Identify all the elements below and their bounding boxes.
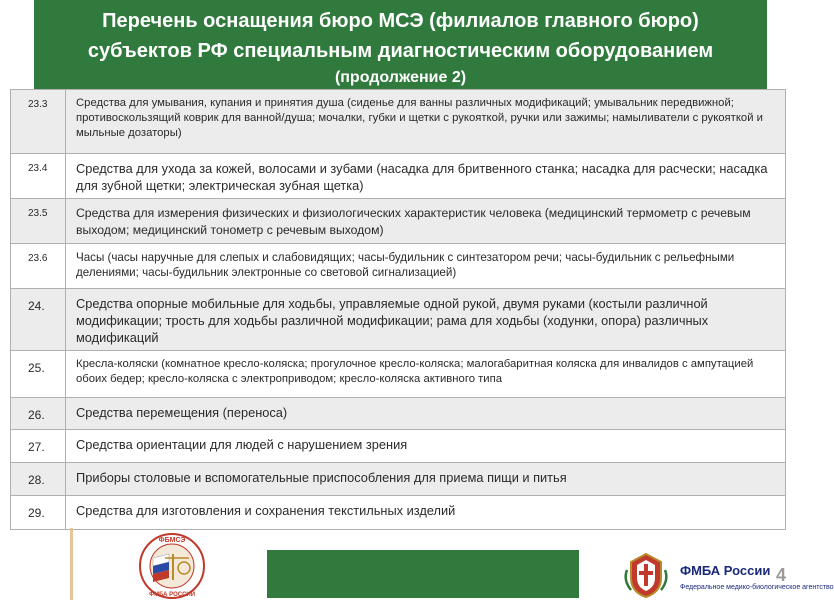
table-row	[11, 496, 786, 530]
row-number: 25.	[11, 351, 66, 398]
svg-text:ФМБА РОССИИ: ФМБА РОССИИ	[148, 592, 196, 598]
row-text: Часы (часы наручные для слепых и слабовидящих; часы-будильник с синтезатором речи; часы-будильник с рельефными делениями; часы-будильник электронные со световой сигнализацией)	[66, 244, 786, 289]
fbmse-logo	[137, 532, 207, 600]
table-row	[11, 398, 786, 430]
row-number: 28.	[11, 463, 66, 496]
header-title-line1: Перечень оснащения бюро МСЭ (филиалов главного бюро)	[102, 10, 699, 32]
table-row	[11, 244, 786, 289]
equipment-table	[10, 89, 786, 530]
row-number: 24.	[11, 289, 66, 351]
table-row	[11, 351, 786, 398]
row-number: 23.5	[11, 199, 66, 244]
row-text: Средства для измерения физических и физиологических характеристик человека (медицинский термометр с речевым выходом; медицинский тонометр с речевым выходом)	[66, 199, 786, 244]
table-row	[11, 154, 786, 199]
table-row	[11, 430, 786, 463]
decorative-divider	[70, 528, 73, 600]
row-text: Средства опорные мобильные для ходьбы, управляемые одной рукой, двумя руками (костыли различной модификации; трость для ходьбы различной модификации; рама для ходьбы (ходунки, опора) различных модификаций	[66, 289, 786, 351]
row-text: Средства ориентации для людей с нарушением зрения	[66, 430, 786, 463]
fmba-logo-subtitle: Федеральное медико-биологическое агентство	[680, 584, 834, 591]
table-row	[11, 463, 786, 496]
row-number: 29.	[11, 496, 66, 530]
header-title-line2: субъектов РФ специальным диагностическим оборудованием	[87, 40, 714, 62]
row-number: 23.6	[11, 244, 66, 289]
table-row	[11, 289, 786, 351]
row-text: Приборы столовые и вспомогательные приспособления для приема пищи и питья	[66, 463, 786, 496]
row-number: 27.	[11, 430, 66, 463]
row-number: 26.	[11, 398, 66, 430]
row-text: Кресла-коляски (комнатное кресло-коляска; прогулочное кресло-коляска; малогабаритная коляска для инвалидов с ампутацией обоих бедер; кресло-коляска с электроприводом; кресло-коляска активного типа	[66, 351, 786, 398]
slide-header	[34, 0, 767, 93]
row-text: Средства для изготовления и сохранения текстильных изделий	[66, 496, 786, 530]
fmba-emblem-icon	[621, 550, 671, 600]
row-text: Средства для умывания, купания и принятия душа (сиденье для ванны различных модификаций; умывальник передвижной; противоскользящий коврик для ванной/душа; мочалки, губки и щетки с рукояткой, ручки или зажимы; намыливатели с рукояткой и мыльные дозаторы)	[66, 90, 786, 154]
table-row	[11, 90, 786, 154]
row-text: Средства перемещения (переноса)	[66, 398, 786, 430]
row-text: Средства для ухода за кожей, волосами и зубами (насадка для бритвенного станка; насадка для расчески; насадка для зубной щетки; электрическая зубная щетка)	[66, 154, 786, 199]
footer-green-bar	[267, 550, 579, 598]
row-number: 23.4	[11, 154, 66, 199]
fmba-logo-title: ФМБА России	[680, 563, 771, 578]
svg-text:ФБМСЭ: ФБМСЭ	[158, 537, 186, 544]
table-row	[11, 199, 786, 244]
header-subtitle: (продолжение 2)	[334, 69, 467, 86]
page-number: 4	[776, 565, 787, 585]
row-number: 23.3	[11, 90, 66, 154]
